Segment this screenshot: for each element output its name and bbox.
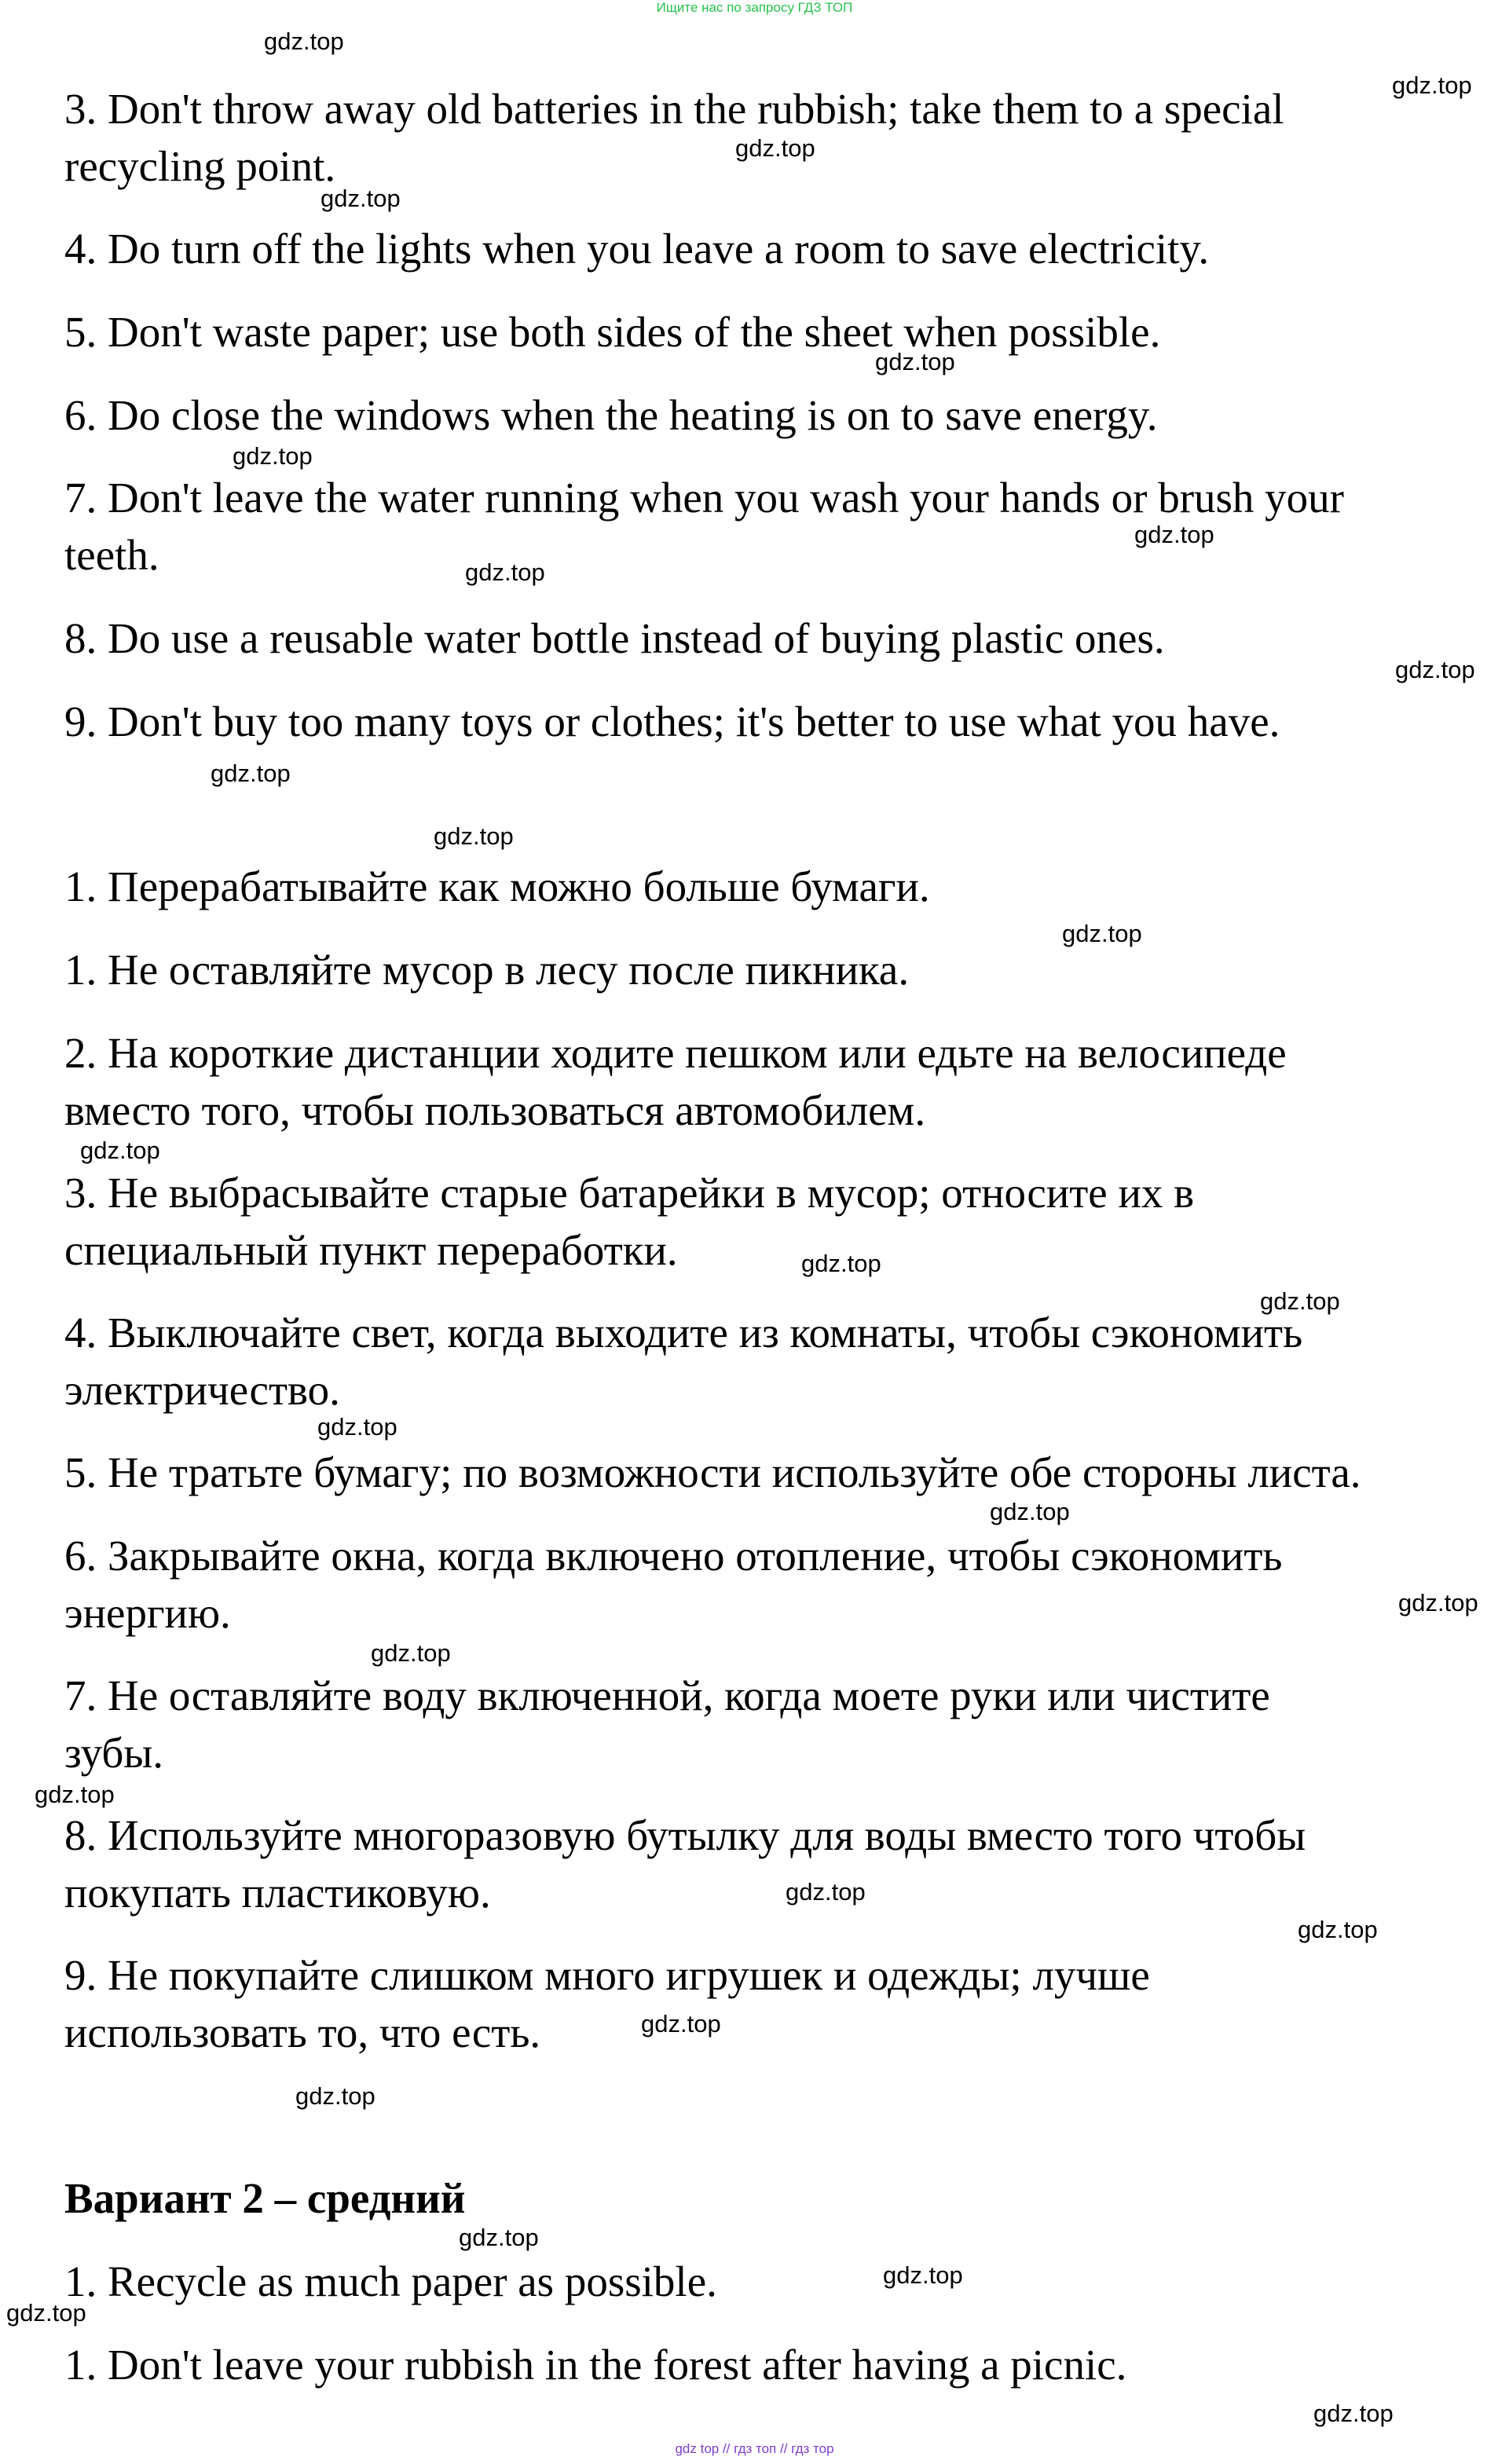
russian-line: 1. Перерабатывайте как можно больше бумаги. [64,862,930,910]
watermark: gdz.top [80,1137,160,1164]
watermark: gdz.top [35,1781,115,1808]
section-line: 1. Don't leave your rubbish in the forest after having a picnic. [64,2341,1127,2389]
watermark: gdz.top [6,2299,86,2327]
russian-line: покупать пластиковую. [64,1869,491,1917]
watermark: gdz.top [786,1878,866,1906]
russian-line: использовать то, что есть. [64,2008,541,2056]
watermark: gdz.top [1313,2400,1394,2427]
section-line: 1. Recycle as much paper as possible. [64,2257,717,2305]
english-line: 7. Don't leave the water running when you wash your hands or brush your [64,474,1344,522]
watermark: gdz.top [317,1413,397,1441]
russian-line: электричество. [64,1366,340,1414]
russian-line: 4. Выключайте свет, когда выходите из комнаты, чтобы сэкономить [64,1309,1303,1356]
watermark: gdz.top [465,558,545,586]
watermark: gdz.top [883,2261,963,2289]
russian-line: 9. Не покупайте слишком много игрушек и одежды; лучше [64,1951,1150,1999]
russian-line: 1. Не оставляйте мусор в лесу после пикника. [64,946,910,994]
watermark: gdz.top [371,1639,451,1667]
watermark: gdz.top [801,1250,881,1277]
watermark: gdz.top [875,348,955,375]
watermark: gdz.top [459,2224,539,2251]
russian-line: зубы. [64,1729,164,1777]
english-line: 9. Don't buy too many toys or clothes; it's better to use what you have. [64,697,1280,745]
watermark: gdz.top [295,2082,375,2110]
russian-line: 8. Используйте многоразовую бутылку для воды вместо того чтобы [64,1811,1306,1859]
russian-line: 3. Не выбрасывайте старые батарейки в мусор; относите их в [64,1169,1195,1217]
russian-line: 2. На короткие дистанции ходите пешком или едьте на велосипеде [64,1029,1287,1077]
russian-line: 7. Не оставляйте воду включенной, когда моете руки или чистите [64,1671,1270,1719]
watermark: gdz.top [1392,71,1472,99]
english-line: 4. Do turn off the lights when you leave a room to save electricity. [64,225,1210,273]
watermark: gdz.top [990,1498,1070,1525]
watermark: gdz.top [211,760,291,787]
watermark: gdz.top [1260,1287,1340,1315]
bottom-banner[interactable]: gdz top // гдз топ // гдз тор [675,2441,834,2456]
watermark: gdz.top [1395,656,1475,683]
russian-line: 6. Закрывайте окна, когда включено отопление, чтобы сэкономить [64,1532,1283,1580]
english-line: 3. Don't throw away old batteries in the rubbish; take them to a special [64,85,1284,133]
russian-line: 5. Не тратьте бумагу; по возможности используйте обе стороны листа. [64,1448,1361,1496]
english-line: teeth. [64,531,159,579]
watermark: gdz.top [1298,1916,1378,1943]
watermark: gdz.top [1398,1589,1478,1616]
english-line: 5. Don't waste paper; use both sides of the sheet when possible. [64,308,1161,356]
english-line: 6. Do close the windows when the heating is on to save energy. [64,391,1158,439]
watermark: gdz.top [1134,521,1214,548]
watermark: gdz.top [641,2010,721,2037]
section-heading: Вариант 2 – средний [64,2174,466,2222]
top-banner[interactable]: Ищите нас по запросу ГДЗ ТОП [656,0,853,15]
watermark: gdz.top [320,185,401,212]
english-line: recycling point. [64,142,336,190]
watermark: gdz.top [434,822,514,850]
russian-line: энергию. [64,1589,231,1637]
english-line: 8. Do use a reusable water bottle instead of buying plastic ones. [64,614,1165,662]
russian-line: специальный пункт переработки. [64,1226,678,1274]
watermark: gdz.top [233,442,313,470]
russian-line: вместо того, чтобы пользоваться автомобилем. [64,1086,926,1134]
watermark: gdz.top [1062,920,1142,947]
watermark: gdz.top [264,27,344,55]
watermark: gdz.top [735,134,815,162]
